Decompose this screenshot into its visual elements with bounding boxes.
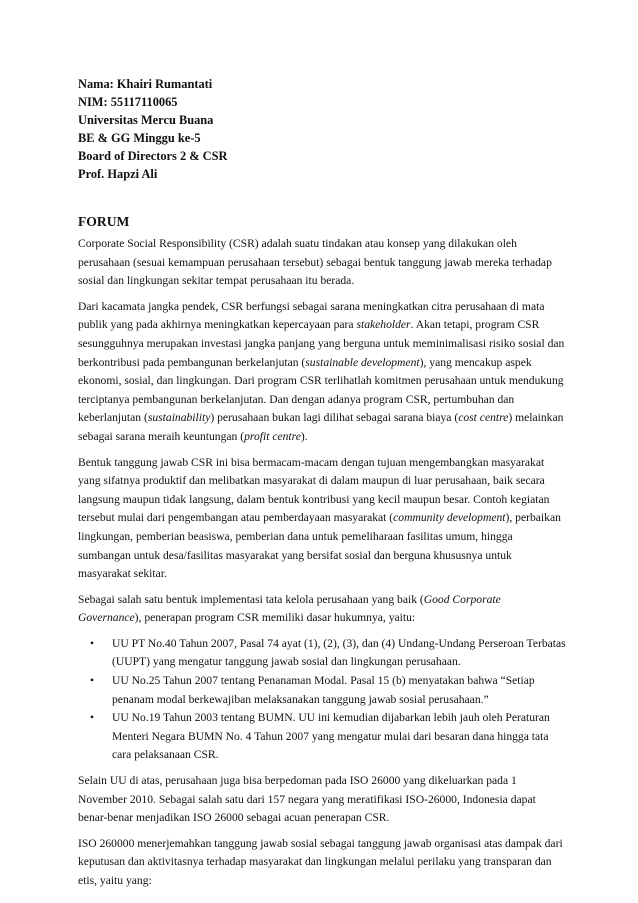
italic-term: sustainable development	[305, 355, 420, 369]
text-run: ) melainkan sebagai sarana meraih keuntungan (	[78, 411, 564, 443]
bullet-icon: •	[90, 636, 95, 650]
list-item-text: UU PT No.40 Tahun 2007, Pasal 74 ayat (1), (2), (3), dan (4) Undang-Undang Perseroan Terbatas (UUPT) yang mengatur tanggung jawab sosial dan lingkungan perusahaan.	[112, 636, 566, 669]
paragraph-5: Selain UU di atas, perusahaan juga bisa berpedoman pada ISO 26000 yang dikeluarkan pada 1 November 2010. Sebagai salah satu dari 157 negara yang meratifikasi ISO-26000, Indonesia dapat benar-benar menjadikan ISO 26000 sebagai acuan penerapan CSR.	[78, 774, 536, 825]
list-item-text: UU No.19 Tahun 2003 tentang BUMN. UU ini kemudian dijabarkan lebih jauh oleh Peraturan Menteri Negara BUMN No. 4 Tahun 2007 yang mengatur mulai dari besaran dana hingga tata cara pelaksanaan CSR.	[112, 711, 550, 762]
list-item	[88, 709, 566, 765]
text-run: Sebagai salah satu bentuk implementasi tata kelola perusahaan yang baik (	[78, 592, 424, 606]
italic-term: profit centre	[244, 429, 301, 443]
text-run: ), yang mencakup aspek ekonomi, sosial, dan lingkungan. Dari program CSR terlihatlah komitmen perusahaan untuk mendukung terciptanya pembangunan berkelanjutan. Dan dengan adanya program CSR, pertumbuhan dan keberlanjutan (	[78, 355, 564, 425]
author-header	[78, 75, 566, 183]
text-run: ).	[300, 429, 308, 443]
paragraph-3	[78, 454, 566, 584]
list-item	[88, 672, 566, 709]
text-run: ) perusahaan bukan lagi dilihat sebagai sarana biaya (	[210, 411, 459, 425]
paragraph-4	[78, 591, 566, 628]
italic-term: cost centre	[458, 411, 509, 425]
course-week: BE & GG Minggu ke-5	[78, 131, 201, 145]
text-run: . Akan tetapi, program CSR sesungguhnya merupakan investasi jangka panjang yang berguna untuk meminimalisasi risiko sosial dan berkontribusi pada pembangunan berkelanjutan (	[78, 318, 565, 369]
italic-term: Good Corporate Governance	[78, 592, 501, 625]
bullet-icon: •	[90, 674, 95, 688]
author-name: Nama: Khairi Rumantati	[78, 77, 213, 91]
text-run: Bentuk tanggung jawab CSR ini bisa bermacam-macam dengan tujuan mengembangkan masyarakat yang sifatnya produktif dan melibatkan masyarakat di dalam maupun di luar perusahaan, baik secara langsung maupun tidak langsung, dalam bentuk kontribusi yang kecil maupun besar. Contoh kegiatan tersebut mulai dari pengembangan atau pemberdayaan masyarakat (	[78, 455, 550, 525]
text-run: Dari kacamata jangka pendek, CSR berfungsi sebagai sarana meningkatkan citra perusahaan di mata publik yang pada akhirnya meningkatkan kepercayaan para	[78, 299, 545, 332]
university: Universitas Mercu Buana	[78, 113, 214, 127]
text-run: ), perbaikan lingkungan, pemberian beasiswa, pemberian dana untuk pemeliharaan fasilitas umum, hingga sumbangan untuk desa/fasilitas masyarakat yang bersifat sosial dan berguna khususnya untuk masyarakat sekitar.	[78, 511, 561, 581]
list-item	[88, 635, 566, 672]
student-id: NIM: 55117110065	[78, 95, 178, 109]
italic-term: stakeholder	[356, 318, 411, 332]
paragraph-1: Corporate Social Responsibility (CSR) adalah suatu tindakan atau konsep yang dilakukan oleh perusahaan (sesuai kemampuan perusahaan tersebut) sebagai bentuk tanggung jawab mereka terhadap sosial dan lingkungan sekitar tempat perusahaan itu berada.	[78, 237, 552, 288]
paragraph-6: ISO 260000 menerjemahkan tanggung jawab sosial sebagai tanggung jawab organisasi atas dampak dari keputusan dan aktivitasnya terhadap masyarakat dan lingkungan melalui perilaku yang transparan dan etis, yaitu yang:	[78, 836, 563, 887]
paragraph-2	[78, 298, 566, 447]
italic-term: sustainability	[147, 411, 211, 425]
list-item-text: UU No.25 Tahun 2007 tentang Penanaman Modal. Pasal 15 (b) menyatakan bahwa “Setiap penanam modal berkewajiban melaksanakan tanggung jawab sosial perusahaan.”	[112, 674, 535, 706]
legal-basis-list	[78, 635, 566, 765]
italic-term: community development	[393, 511, 506, 525]
bullet-icon: •	[90, 711, 95, 725]
section-title: FORUM	[78, 214, 130, 229]
text-run: ), penerapan program CSR memiliki dasar hukumnya, yaitu:	[134, 611, 416, 625]
lecturer: Prof. Hapzi Ali	[78, 167, 158, 181]
topic: Board of Directors 2 & CSR	[78, 149, 228, 163]
